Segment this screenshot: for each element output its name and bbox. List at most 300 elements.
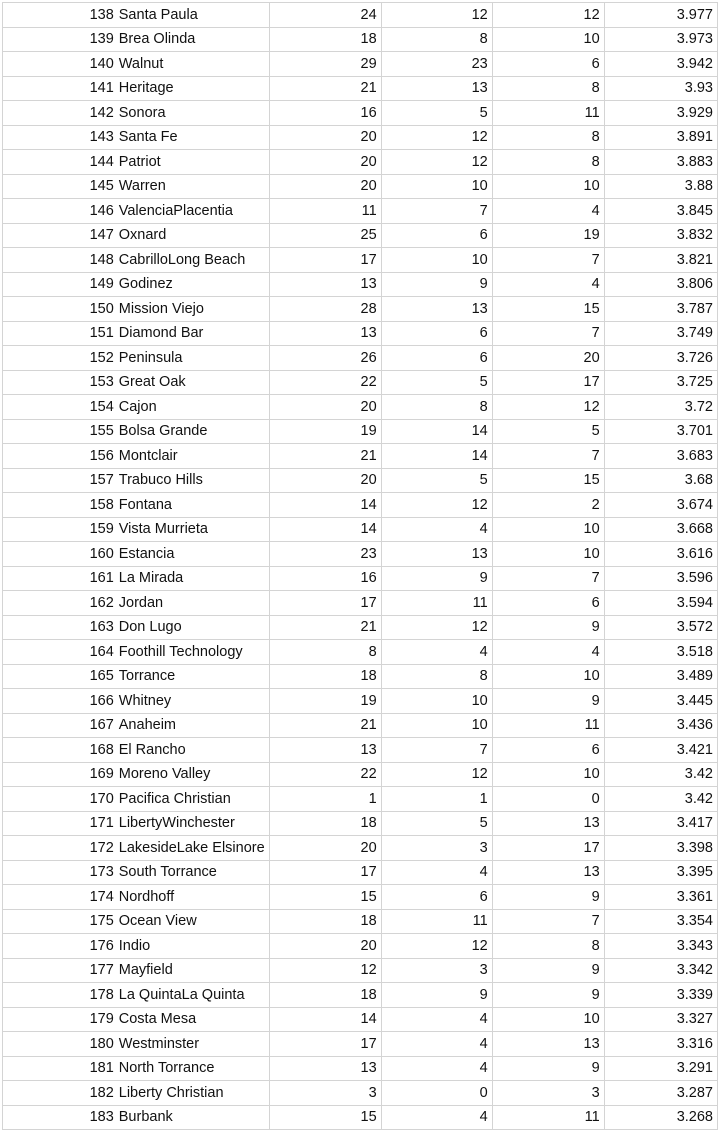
value-cell-col-e[interactable]: 4 (492, 199, 604, 224)
value-cell-col-c[interactable]: 28 (269, 297, 381, 322)
value-cell-col-c[interactable]: 20 (269, 125, 381, 150)
table-row (3, 125, 718, 150)
table-row (3, 713, 718, 738)
value-cell-col-d[interactable]: 4 (381, 1105, 492, 1130)
school-name-cell[interactable]: Walnut (116, 52, 269, 77)
value-cell-col-d[interactable]: 5 (381, 811, 492, 836)
rank-cell[interactable]: 169 (3, 762, 116, 787)
school-name-cell[interactable]: Westminster (116, 1032, 269, 1057)
school-name-cell[interactable]: Indio (116, 934, 269, 959)
rank-cell[interactable]: 158 (3, 493, 116, 518)
school-name-cell[interactable]: North Torrance (116, 1056, 269, 1081)
value-cell-col-e[interactable]: 6 (492, 52, 604, 77)
rating-cell[interactable]: 3.845 (604, 199, 717, 224)
value-cell-col-c[interactable]: 20 (269, 836, 381, 861)
value-cell-col-c[interactable]: 25 (269, 223, 381, 248)
rating-cell[interactable]: 3.445 (604, 689, 717, 714)
value-cell-col-c[interactable]: 13 (269, 321, 381, 346)
rating-cell[interactable]: 3.942 (604, 52, 717, 77)
rank-cell[interactable]: 174 (3, 885, 116, 910)
rating-cell[interactable]: 3.327 (604, 1007, 717, 1032)
school-name-cell[interactable]: LibertyWinchester (116, 811, 269, 836)
table-row (3, 1105, 718, 1130)
value-cell-col-e[interactable]: 10 (492, 664, 604, 689)
rating-cell[interactable]: 3.291 (604, 1056, 717, 1081)
school-name-cell[interactable]: Whitney (116, 689, 269, 714)
rank-cell[interactable]: 142 (3, 101, 116, 126)
rank-cell[interactable]: 156 (3, 444, 116, 469)
value-cell-col-c[interactable]: 18 (269, 664, 381, 689)
value-cell-col-d[interactable]: 12 (381, 493, 492, 518)
value-cell-col-c[interactable]: 23 (269, 542, 381, 567)
value-cell-col-c[interactable]: 20 (269, 150, 381, 175)
value-cell-col-e[interactable]: 10 (492, 542, 604, 567)
table-row (3, 934, 718, 959)
school-name-cell[interactable]: Ocean View (116, 909, 269, 934)
value-cell-col-d[interactable]: 6 (381, 223, 492, 248)
value-cell-col-c[interactable]: 21 (269, 444, 381, 469)
school-name-cell[interactable]: LakesideLake Elsinore (116, 836, 269, 861)
value-cell-col-d[interactable]: 12 (381, 150, 492, 175)
school-name-cell[interactable]: Liberty Christian (116, 1081, 269, 1106)
rank-cell[interactable]: 147 (3, 223, 116, 248)
rating-cell[interactable]: 3.342 (604, 958, 717, 983)
value-cell-col-e[interactable]: 13 (492, 860, 604, 885)
value-cell-col-e[interactable]: 10 (492, 174, 604, 199)
table-row (3, 689, 718, 714)
value-cell-col-c[interactable]: 16 (269, 566, 381, 591)
value-cell-col-e[interactable]: 9 (492, 983, 604, 1008)
value-cell-col-c[interactable]: 14 (269, 493, 381, 518)
value-cell-col-c[interactable]: 26 (269, 346, 381, 371)
rank-cell[interactable]: 180 (3, 1032, 116, 1057)
rating-cell[interactable]: 3.806 (604, 272, 717, 297)
value-cell-col-e[interactable]: 13 (492, 811, 604, 836)
rating-cell[interactable]: 3.596 (604, 566, 717, 591)
value-cell-col-e[interactable]: 17 (492, 836, 604, 861)
value-cell-col-e[interactable]: 7 (492, 566, 604, 591)
rating-cell[interactable]: 3.398 (604, 836, 717, 861)
spreadsheet-table (2, 2, 718, 1130)
rating-cell[interactable]: 3.674 (604, 493, 717, 518)
value-cell-col-e[interactable]: 10 (492, 517, 604, 542)
value-cell-col-d[interactable]: 1 (381, 787, 492, 812)
rank-cell[interactable]: 181 (3, 1056, 116, 1081)
school-name-cell[interactable]: Godinez (116, 272, 269, 297)
value-cell-col-d[interactable]: 9 (381, 272, 492, 297)
value-cell-col-e[interactable]: 7 (492, 909, 604, 934)
value-cell-col-d[interactable]: 13 (381, 542, 492, 567)
rating-cell[interactable]: 3.668 (604, 517, 717, 542)
value-cell-col-e[interactable]: 0 (492, 787, 604, 812)
rating-cell[interactable]: 3.787 (604, 297, 717, 322)
school-name-cell[interactable]: Burbank (116, 1105, 269, 1130)
value-cell-col-c[interactable]: 22 (269, 762, 381, 787)
rank-cell[interactable]: 177 (3, 958, 116, 983)
value-cell-col-d[interactable]: 7 (381, 199, 492, 224)
rank-cell[interactable]: 145 (3, 174, 116, 199)
value-cell-col-e[interactable]: 7 (492, 321, 604, 346)
school-name-cell[interactable]: Warren (116, 174, 269, 199)
school-name-cell[interactable]: La Mirada (116, 566, 269, 591)
value-cell-col-d[interactable]: 4 (381, 1056, 492, 1081)
value-cell-col-c[interactable]: 8 (269, 640, 381, 665)
table-row (3, 272, 718, 297)
rank-cell[interactable]: 159 (3, 517, 116, 542)
rank-cell[interactable]: 166 (3, 689, 116, 714)
school-name-cell[interactable]: Trabuco Hills (116, 468, 269, 493)
school-name-cell[interactable]: Brea Olinda (116, 27, 269, 52)
value-cell-col-d[interactable]: 5 (381, 101, 492, 126)
school-name-cell[interactable]: Costa Mesa (116, 1007, 269, 1032)
value-cell-col-d[interactable]: 4 (381, 640, 492, 665)
school-name-cell[interactable]: Fontana (116, 493, 269, 518)
value-cell-col-e[interactable]: 2 (492, 493, 604, 518)
school-name-cell[interactable]: Pacifica Christian (116, 787, 269, 812)
rating-cell[interactable]: 3.421 (604, 738, 717, 763)
rating-cell[interactable]: 3.891 (604, 125, 717, 150)
value-cell-col-c[interactable]: 3 (269, 1081, 381, 1106)
rank-cell[interactable]: 157 (3, 468, 116, 493)
table-row (3, 762, 718, 787)
school-name-cell[interactable]: Patriot (116, 150, 269, 175)
value-cell-col-e[interactable]: 9 (492, 1056, 604, 1081)
rank-cell[interactable]: 183 (3, 1105, 116, 1130)
rank-cell[interactable]: 182 (3, 1081, 116, 1106)
value-cell-col-e[interactable]: 10 (492, 762, 604, 787)
value-cell-col-c[interactable]: 18 (269, 811, 381, 836)
value-cell-col-d[interactable]: 5 (381, 370, 492, 395)
value-cell-col-e[interactable]: 15 (492, 297, 604, 322)
value-cell-col-e[interactable]: 4 (492, 272, 604, 297)
rank-cell[interactable]: 164 (3, 640, 116, 665)
school-name-cell[interactable]: Nordhoff (116, 885, 269, 910)
value-cell-col-d[interactable]: 0 (381, 1081, 492, 1106)
rating-cell[interactable]: 3.977 (604, 3, 717, 28)
rank-cell[interactable]: 146 (3, 199, 116, 224)
value-cell-col-e[interactable]: 13 (492, 1032, 604, 1057)
school-name-cell[interactable]: Santa Fe (116, 125, 269, 150)
value-cell-col-e[interactable]: 3 (492, 1081, 604, 1106)
rating-cell[interactable]: 3.343 (604, 934, 717, 959)
value-cell-col-d[interactable]: 13 (381, 76, 492, 101)
value-cell-col-e[interactable]: 9 (492, 615, 604, 640)
rating-cell[interactable]: 3.683 (604, 444, 717, 469)
value-cell-col-c[interactable]: 1 (269, 787, 381, 812)
spreadsheet-body (3, 3, 718, 1130)
rating-cell[interactable]: 3.821 (604, 248, 717, 273)
value-cell-col-d[interactable]: 4 (381, 860, 492, 885)
school-name-cell[interactable]: Diamond Bar (116, 321, 269, 346)
rating-cell[interactable]: 3.616 (604, 542, 717, 567)
table-row (3, 346, 718, 371)
rating-cell[interactable]: 3.594 (604, 591, 717, 616)
value-cell-col-e[interactable]: 19 (492, 223, 604, 248)
value-cell-col-e[interactable]: 12 (492, 3, 604, 28)
value-cell-col-d[interactable]: 13 (381, 297, 492, 322)
rank-cell[interactable]: 149 (3, 272, 116, 297)
value-cell-col-c[interactable]: 24 (269, 3, 381, 28)
rank-cell[interactable]: 160 (3, 542, 116, 567)
rank-cell[interactable]: 150 (3, 297, 116, 322)
rating-cell[interactable]: 3.68 (604, 468, 717, 493)
rating-cell[interactable]: 3.395 (604, 860, 717, 885)
value-cell-col-c[interactable]: 14 (269, 1007, 381, 1032)
value-cell-col-d[interactable]: 23 (381, 52, 492, 77)
value-cell-col-d[interactable]: 10 (381, 689, 492, 714)
value-cell-col-e[interactable]: 6 (492, 591, 604, 616)
value-cell-col-e[interactable]: 9 (492, 958, 604, 983)
table-row (3, 174, 718, 199)
rank-cell[interactable]: 167 (3, 713, 116, 738)
value-cell-col-e[interactable]: 8 (492, 150, 604, 175)
school-name-cell[interactable]: Foothill Technology (116, 640, 269, 665)
value-cell-col-d[interactable]: 9 (381, 983, 492, 1008)
school-name-cell[interactable]: Montclair (116, 444, 269, 469)
rank-cell[interactable]: 171 (3, 811, 116, 836)
rank-cell[interactable]: 154 (3, 395, 116, 420)
school-name-cell[interactable]: Bolsa Grande (116, 419, 269, 444)
rating-cell[interactable]: 3.832 (604, 223, 717, 248)
table-row (3, 52, 718, 77)
table-row (3, 860, 718, 885)
value-cell-col-d[interactable]: 14 (381, 419, 492, 444)
value-cell-col-d[interactable]: 11 (381, 909, 492, 934)
rating-cell[interactable]: 3.489 (604, 664, 717, 689)
value-cell-col-d[interactable]: 8 (381, 664, 492, 689)
rating-cell[interactable]: 3.518 (604, 640, 717, 665)
rank-cell[interactable]: 139 (3, 27, 116, 52)
rating-cell[interactable]: 3.749 (604, 321, 717, 346)
value-cell-col-d[interactable]: 8 (381, 27, 492, 52)
school-name-cell[interactable]: Vista Murrieta (116, 517, 269, 542)
rating-cell[interactable]: 3.361 (604, 885, 717, 910)
value-cell-col-c[interactable]: 19 (269, 689, 381, 714)
value-cell-col-c[interactable]: 19 (269, 419, 381, 444)
school-name-cell[interactable]: Torrance (116, 664, 269, 689)
value-cell-col-d[interactable]: 12 (381, 125, 492, 150)
value-cell-col-e[interactable]: 11 (492, 101, 604, 126)
value-cell-col-e[interactable]: 17 (492, 370, 604, 395)
value-cell-col-c[interactable]: 15 (269, 885, 381, 910)
rank-cell[interactable]: 153 (3, 370, 116, 395)
value-cell-col-e[interactable]: 12 (492, 395, 604, 420)
school-name-cell[interactable]: Don Lugo (116, 615, 269, 640)
value-cell-col-d[interactable]: 10 (381, 174, 492, 199)
value-cell-col-e[interactable]: 11 (492, 1105, 604, 1130)
value-cell-col-c[interactable]: 13 (269, 738, 381, 763)
rank-cell[interactable]: 179 (3, 1007, 116, 1032)
value-cell-col-c[interactable]: 17 (269, 1032, 381, 1057)
rank-cell[interactable]: 168 (3, 738, 116, 763)
rating-cell[interactable]: 3.42 (604, 762, 717, 787)
value-cell-col-c[interactable]: 14 (269, 517, 381, 542)
value-cell-col-e[interactable]: 10 (492, 27, 604, 52)
rank-cell[interactable]: 138 (3, 3, 116, 28)
rank-cell[interactable]: 170 (3, 787, 116, 812)
value-cell-col-c[interactable]: 13 (269, 1056, 381, 1081)
rating-cell[interactable]: 3.72 (604, 395, 717, 420)
value-cell-col-d[interactable]: 11 (381, 591, 492, 616)
value-cell-col-c[interactable]: 18 (269, 983, 381, 1008)
value-cell-col-c[interactable]: 21 (269, 615, 381, 640)
value-cell-col-d[interactable]: 6 (381, 346, 492, 371)
school-name-cell[interactable]: South Torrance (116, 860, 269, 885)
value-cell-col-c[interactable]: 21 (269, 76, 381, 101)
value-cell-col-d[interactable]: 12 (381, 934, 492, 959)
school-name-cell[interactable]: Jordan (116, 591, 269, 616)
school-name-cell[interactable]: Anaheim (116, 713, 269, 738)
rank-cell[interactable]: 178 (3, 983, 116, 1008)
rank-cell[interactable]: 141 (3, 76, 116, 101)
rank-cell[interactable]: 148 (3, 248, 116, 273)
school-name-cell[interactable]: Oxnard (116, 223, 269, 248)
rank-cell[interactable]: 151 (3, 321, 116, 346)
value-cell-col-e[interactable]: 10 (492, 1007, 604, 1032)
rank-cell[interactable]: 173 (3, 860, 116, 885)
rating-cell[interactable]: 3.726 (604, 346, 717, 371)
table-row (3, 150, 718, 175)
rating-cell[interactable]: 3.701 (604, 419, 717, 444)
school-name-cell[interactable]: El Rancho (116, 738, 269, 763)
table-row (3, 3, 718, 28)
school-name-cell[interactable]: Mayfield (116, 958, 269, 983)
value-cell-col-d[interactable]: 10 (381, 713, 492, 738)
rating-cell[interactable]: 3.417 (604, 811, 717, 836)
value-cell-col-d[interactable]: 4 (381, 517, 492, 542)
value-cell-col-d[interactable]: 14 (381, 444, 492, 469)
value-cell-col-e[interactable]: 15 (492, 468, 604, 493)
value-cell-col-c[interactable]: 17 (269, 248, 381, 273)
school-name-cell[interactable]: Santa Paula (116, 3, 269, 28)
rating-cell[interactable]: 3.436 (604, 713, 717, 738)
rank-cell[interactable]: 155 (3, 419, 116, 444)
rating-cell[interactable]: 3.287 (604, 1081, 717, 1106)
rating-cell[interactable]: 3.339 (604, 983, 717, 1008)
value-cell-col-d[interactable]: 5 (381, 468, 492, 493)
value-cell-col-e[interactable]: 4 (492, 640, 604, 665)
value-cell-col-c[interactable]: 21 (269, 713, 381, 738)
rank-cell[interactable]: 143 (3, 125, 116, 150)
value-cell-col-e[interactable]: 7 (492, 444, 604, 469)
value-cell-col-d[interactable]: 6 (381, 885, 492, 910)
value-cell-col-e[interactable]: 5 (492, 419, 604, 444)
value-cell-col-d[interactable]: 12 (381, 615, 492, 640)
school-name-cell[interactable]: Sonora (116, 101, 269, 126)
rating-cell[interactable]: 3.316 (604, 1032, 717, 1057)
value-cell-col-c[interactable]: 17 (269, 591, 381, 616)
school-name-cell[interactable]: Great Oak (116, 370, 269, 395)
value-cell-col-e[interactable]: 8 (492, 934, 604, 959)
table-row (3, 542, 718, 567)
value-cell-col-e[interactable]: 8 (492, 125, 604, 150)
rank-cell[interactable]: 144 (3, 150, 116, 175)
school-name-cell[interactable]: Heritage (116, 76, 269, 101)
rating-cell[interactable]: 3.93 (604, 76, 717, 101)
value-cell-col-c[interactable]: 20 (269, 468, 381, 493)
rating-cell[interactable]: 3.725 (604, 370, 717, 395)
value-cell-col-d[interactable]: 6 (381, 321, 492, 346)
value-cell-col-c[interactable]: 20 (269, 934, 381, 959)
table-row (3, 444, 718, 469)
value-cell-col-c[interactable]: 29 (269, 52, 381, 77)
value-cell-col-c[interactable]: 13 (269, 272, 381, 297)
school-name-cell[interactable]: Peninsula (116, 346, 269, 371)
table-row (3, 297, 718, 322)
rank-cell[interactable]: 165 (3, 664, 116, 689)
rating-cell[interactable]: 3.973 (604, 27, 717, 52)
value-cell-col-c[interactable]: 16 (269, 101, 381, 126)
table-row (3, 395, 718, 420)
school-name-cell[interactable]: Estancia (116, 542, 269, 567)
value-cell-col-c[interactable]: 18 (269, 909, 381, 934)
value-cell-col-c[interactable]: 12 (269, 958, 381, 983)
value-cell-col-e[interactable]: 9 (492, 885, 604, 910)
value-cell-col-d[interactable]: 3 (381, 836, 492, 861)
rating-cell[interactable]: 3.572 (604, 615, 717, 640)
value-cell-col-c[interactable]: 11 (269, 199, 381, 224)
table-row (3, 1081, 718, 1106)
school-name-cell[interactable]: La QuintaLa Quinta (116, 983, 269, 1008)
value-cell-col-d[interactable]: 4 (381, 1007, 492, 1032)
school-name-cell[interactable]: CabrilloLong Beach (116, 248, 269, 273)
rating-cell[interactable]: 3.42 (604, 787, 717, 812)
value-cell-col-d[interactable]: 4 (381, 1032, 492, 1057)
value-cell-col-e[interactable]: 7 (492, 248, 604, 273)
table-row (3, 909, 718, 934)
school-name-cell[interactable]: Mission Viejo (116, 297, 269, 322)
value-cell-col-d[interactable]: 9 (381, 566, 492, 591)
value-cell-col-e[interactable]: 6 (492, 738, 604, 763)
value-cell-col-e[interactable]: 8 (492, 76, 604, 101)
rating-cell[interactable]: 3.268 (604, 1105, 717, 1130)
value-cell-col-c[interactable]: 22 (269, 370, 381, 395)
value-cell-col-e[interactable]: 20 (492, 346, 604, 371)
value-cell-col-d[interactable]: 12 (381, 3, 492, 28)
rank-cell[interactable]: 152 (3, 346, 116, 371)
value-cell-col-d[interactable]: 8 (381, 395, 492, 420)
value-cell-col-e[interactable]: 11 (492, 713, 604, 738)
value-cell-col-c[interactable]: 15 (269, 1105, 381, 1130)
value-cell-col-d[interactable]: 7 (381, 738, 492, 763)
value-cell-col-c[interactable]: 18 (269, 27, 381, 52)
table-row (3, 468, 718, 493)
rating-cell[interactable]: 3.883 (604, 150, 717, 175)
value-cell-col-d[interactable]: 3 (381, 958, 492, 983)
value-cell-col-d[interactable]: 12 (381, 762, 492, 787)
value-cell-col-d[interactable]: 10 (381, 248, 492, 273)
rank-cell[interactable]: 163 (3, 615, 116, 640)
value-cell-col-c[interactable]: 20 (269, 174, 381, 199)
school-name-cell[interactable]: ValenciaPlacentia (116, 199, 269, 224)
value-cell-col-e[interactable]: 9 (492, 689, 604, 714)
rank-cell[interactable]: 172 (3, 836, 116, 861)
value-cell-col-c[interactable]: 17 (269, 860, 381, 885)
rating-cell[interactable]: 3.929 (604, 101, 717, 126)
rank-cell[interactable]: 161 (3, 566, 116, 591)
school-name-cell[interactable]: Cajon (116, 395, 269, 420)
table-row (3, 1007, 718, 1032)
rank-cell[interactable]: 176 (3, 934, 116, 959)
rank-cell[interactable]: 162 (3, 591, 116, 616)
rank-cell[interactable]: 175 (3, 909, 116, 934)
rank-cell[interactable]: 140 (3, 52, 116, 77)
school-name-cell[interactable]: Moreno Valley (116, 762, 269, 787)
value-cell-col-c[interactable]: 20 (269, 395, 381, 420)
rating-cell[interactable]: 3.354 (604, 909, 717, 934)
rating-cell[interactable]: 3.88 (604, 174, 717, 199)
table-row (3, 493, 718, 518)
